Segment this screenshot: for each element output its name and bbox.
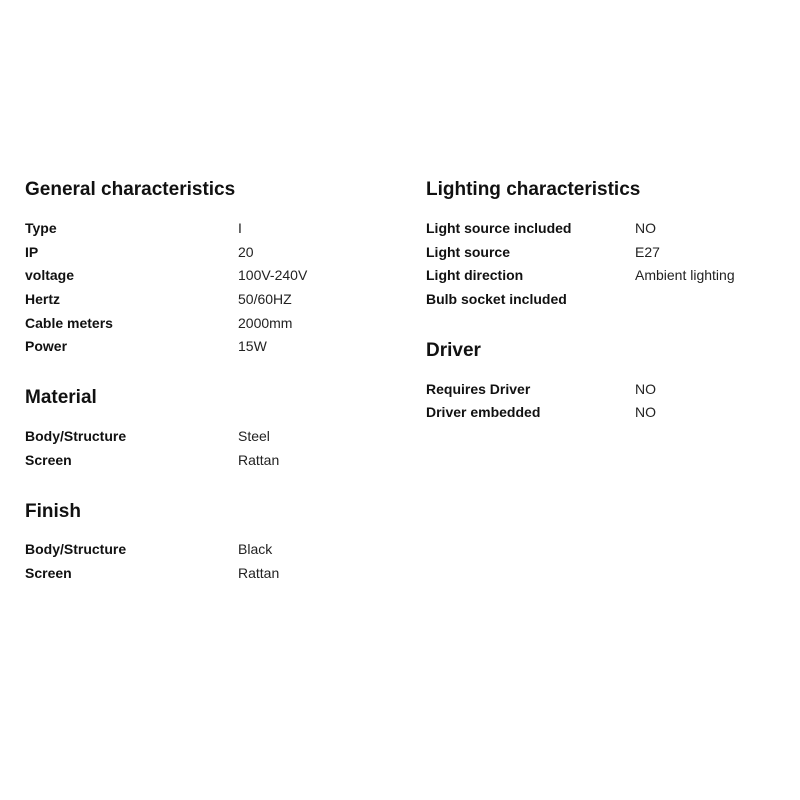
section-lighting-characteristics	[426, 176, 786, 311]
spec-label: Power	[25, 338, 68, 355]
section-title: Lighting characteristics	[426, 179, 641, 200]
section-title: Driver	[426, 339, 481, 361]
spec-value: Rattan	[238, 451, 280, 468]
spec-label: IP	[25, 243, 39, 260]
spec-value: Steel	[238, 427, 270, 444]
spec-row-material-body	[25, 424, 385, 448]
spec-value: E27	[635, 243, 660, 260]
spec-label: voltage	[25, 267, 75, 284]
section-title: Material	[25, 387, 97, 409]
spec-value: I	[238, 219, 242, 236]
spec-value: NO	[635, 219, 656, 236]
spec-label: Screen	[25, 451, 72, 468]
spec-label: Bulb socket included	[426, 290, 567, 307]
spec-row-material-screen	[25, 448, 385, 472]
spec-label: Type	[25, 219, 57, 236]
spec-label: Body/Structure	[25, 541, 127, 558]
section-general-characteristics	[25, 176, 385, 358]
spec-label: Body/Structure	[25, 427, 127, 444]
spec-value: 50/60HZ	[238, 290, 292, 307]
spec-row-light-source-included	[426, 216, 786, 240]
spec-row-hertz	[25, 287, 385, 311]
spec-label: Requires Driver	[426, 380, 531, 397]
spec-value: NO	[635, 404, 656, 421]
spec-label: Light source included	[426, 219, 572, 236]
spec-value: 20	[238, 243, 254, 260]
spec-label: Cable meters	[25, 314, 113, 331]
spec-row-requires-driver	[426, 377, 786, 401]
spec-row-power	[25, 334, 385, 358]
spec-value: 100V-240V	[238, 267, 308, 284]
right-column	[426, 176, 786, 450]
spec-value: 2000mm	[238, 314, 293, 331]
spec-value: NO	[635, 380, 656, 397]
section-material	[25, 384, 385, 471]
section-driver	[426, 337, 786, 424]
spec-label: Driver embedded	[426, 404, 541, 421]
section-title: Finish	[25, 500, 81, 522]
spec-row-type	[25, 216, 385, 240]
spec-label: Light source	[426, 243, 511, 260]
spec-row-light-source	[426, 240, 786, 264]
spec-row-voltage	[25, 263, 385, 287]
spec-row-ip	[25, 240, 385, 264]
spec-row-finish-body	[25, 538, 385, 562]
spec-row-light-direction	[426, 263, 786, 287]
spec-label: Screen	[25, 565, 72, 582]
spec-label: Hertz	[25, 290, 61, 307]
spec-label: Light direction	[426, 267, 524, 284]
spec-row-driver-embedded	[426, 400, 786, 424]
spec-value: Rattan	[238, 565, 280, 582]
section-finish	[25, 498, 385, 585]
section-title: General characteristics	[25, 179, 236, 200]
spec-value: Black	[238, 541, 273, 558]
spec-row-cable-meters	[25, 311, 385, 335]
spec-row-finish-screen	[25, 561, 385, 585]
spec-value: 15W	[238, 338, 267, 355]
left-column	[25, 176, 385, 611]
spec-value: Ambient lighting	[635, 267, 735, 284]
spec-row-bulb-socket-included	[426, 287, 786, 311]
